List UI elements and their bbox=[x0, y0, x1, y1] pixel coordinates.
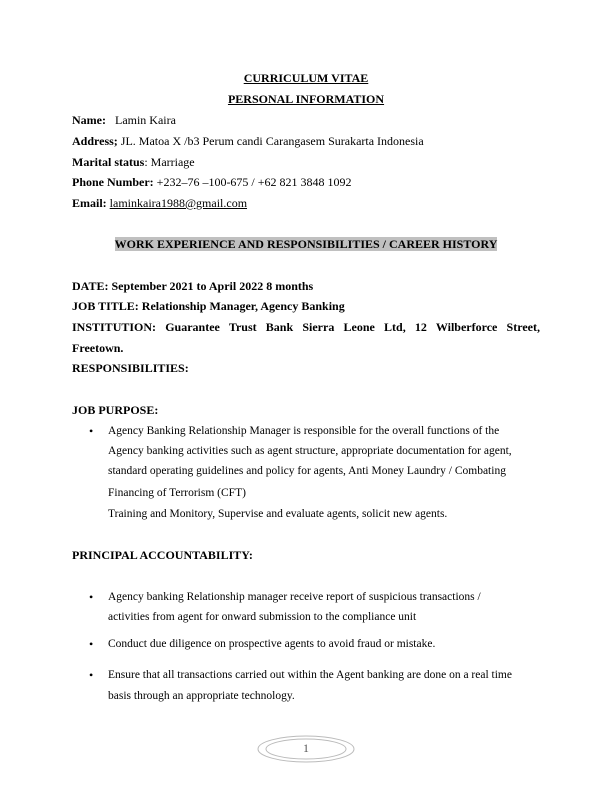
institution-line-2: Freetown. bbox=[72, 341, 124, 355]
bullet-icon: • bbox=[89, 424, 94, 438]
marital-label: Marital status bbox=[72, 155, 145, 169]
work-heading-wrap bbox=[72, 237, 540, 251]
responsibilities-heading: RESPONSIBILITIES: bbox=[72, 361, 189, 375]
marital-line bbox=[72, 155, 540, 169]
name-label: Name: bbox=[72, 113, 106, 127]
name-value: Lamin Kaira bbox=[114, 113, 176, 127]
bullet-icon: • bbox=[89, 637, 94, 651]
name-line bbox=[72, 113, 540, 127]
job-purpose-line: standard operating guidelines and policy for agents, Anti Money Laundry / Combating bbox=[108, 465, 506, 477]
job-purpose-line: Agency banking activities such as agent structure, appropriate documentation for agent, bbox=[108, 445, 512, 457]
institution-line-1: INSTITUTION: Guarantee Trust Bank Sierra Leone Ltd, 12 Wilberforce Street, bbox=[72, 320, 540, 334]
marital-value: : Marriage bbox=[144, 155, 195, 169]
address-label: Address; bbox=[72, 134, 118, 148]
phone-label: Phone Number: bbox=[72, 175, 154, 189]
phone-line bbox=[72, 175, 540, 189]
address-line bbox=[72, 134, 540, 148]
job-purpose-line: Financing of Terrorism (CFT) bbox=[108, 487, 246, 499]
principal-heading: PRINCIPAL ACCOUNTABILITY: bbox=[72, 548, 253, 562]
principal-item-line: basis through an appropriate technology. bbox=[108, 690, 295, 702]
principal-item-line: Ensure that all transactions carried out within the Agent banking are done on a real time bbox=[108, 669, 512, 681]
email-link[interactable]: laminkaira1988@gmail.com bbox=[109, 196, 248, 210]
document-title: CURRICULUM VITAE bbox=[243, 71, 369, 85]
work-heading: WORK EXPERIENCE AND RESPONSIBILITIES / CAREER HISTORY bbox=[114, 237, 498, 251]
phone-value: +232–76 –100-675 / +62 821 3848 1092 bbox=[156, 175, 352, 189]
job-date: DATE: September 2021 to April 2022 8 months bbox=[72, 279, 314, 293]
address-value: JL. Matoa X /b3 Perum candi Carangasem Surakarta Indonesia bbox=[120, 134, 424, 148]
bullet-icon: • bbox=[89, 668, 94, 682]
bullet-icon: • bbox=[89, 590, 94, 604]
job-purpose-line: Training and Monitory, Supervise and evaluate agents, solicit new agents. bbox=[108, 508, 448, 520]
job-title: JOB TITLE: Relationship Manager, Agency Banking bbox=[72, 299, 345, 313]
principal-item-line: activities from agent for onward submission to the compliance unit bbox=[108, 611, 417, 623]
job-purpose-heading: JOB PURPOSE: bbox=[72, 403, 159, 417]
principal-item-line: Agency banking Relationship manager receive report of suspicious transactions / bbox=[108, 591, 481, 603]
page-number: 1 bbox=[303, 741, 309, 755]
page-number-badge bbox=[256, 734, 356, 764]
email-line bbox=[72, 196, 540, 210]
job-purpose-line: Agency Banking Relationship Manager is responsible for the overall functions of the bbox=[108, 425, 500, 437]
email-label: Email: bbox=[72, 196, 107, 210]
principal-item-line: Conduct due diligence on prospective agents to avoid fraud or mistake. bbox=[108, 638, 436, 650]
personal-info-heading: PERSONAL INFORMATION bbox=[227, 92, 385, 106]
